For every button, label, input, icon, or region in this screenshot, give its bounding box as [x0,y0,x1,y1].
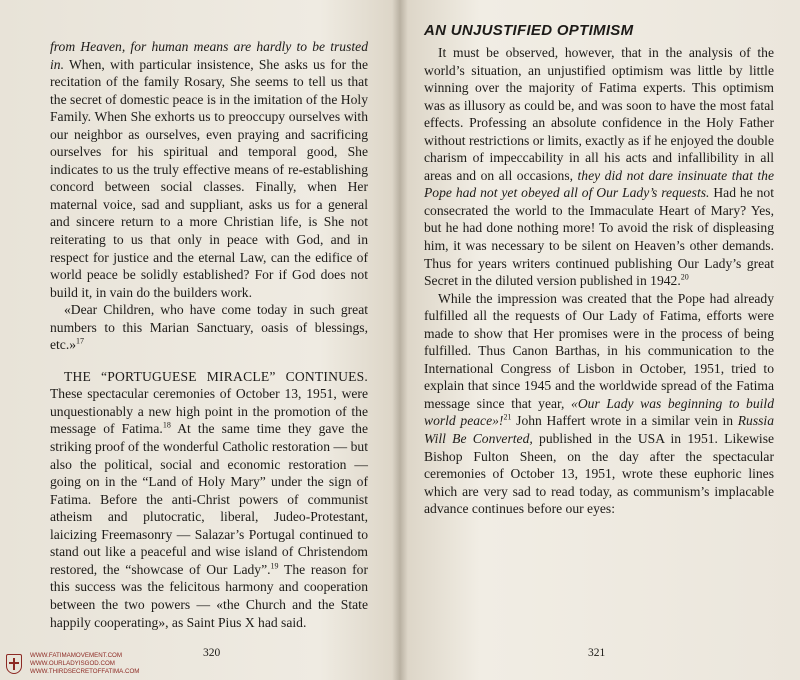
section-heading: AN UNJUSTIFIED OPTIMISM [424,22,634,39]
paragraph-text: These spectacular ceremonies of October 13, 1951, were unquestionably a new high point in the promotion of the message of Fatima. [50,386,368,437]
quote-text: «Dear Children, who have come today in such great numbers to this Marian Sanctuary, oasis of blessings, etc.» [50,302,368,353]
page-number-right: 321 [588,647,606,659]
paragraph-text: Had he not consecrated the world to the Immaculate Heart of Mary? Yes, but he had done nothing more! To avoid the risk of displeasing him, it was necessary to be silent on Heaven’s other demands. Thus for years writers continued publishing Our Lady’s great Secret in the diluted version published in 1942. [424,185,774,289]
paragraph-text: John Haffert wrote in a similar vein in [511,413,738,429]
footnote-ref-18: 18 [162,420,171,430]
right-page [402,0,800,680]
paragraph-text: published in the USA in 1951. Likewise Bishop Fulton Sheen, on the day after the spectacular ceremonies of October 13, 1951, wrote these euphoric lines which are very sad to read today, as communism’s implacable advance continues before our eyes: [424,431,775,517]
italic-lead: from Heaven, for human means are hardly to be trusted in. [50,39,368,72]
paragraph-text: When, with particular insistence, She asks us for the recitation of the family Rosary, She seems to tell us that the secret of domestic peace is in the imitation of the Holy Family. When She exhorts us to preoccupy ourselves with our neighbor as ourselves, even praying and sacrificing ourselves for his spiritual and temporal good, She indicates to us the truly effective means of re-establishing concord between social classes. Finally, when Her maternal voice, sad and suppliant, asks us for a general and sincere return to a more Christian life, is She not reiterating to us that only in peace with God, and in respect for justice and the eternal Law, can the edifice of world peace be solidly established? For if God does not build it, in vain do the builders work. [50,56,368,300]
left-paragraph-3 [50,368,368,631]
italic-emphasis: they did not dare insinuate that the Pope had not yet obeyed all of Our Lady’s requests. [424,167,774,201]
watermark-line-2: WWW.OURLADYISGOD.COM [30,660,115,667]
paragraph-text: While the impression was created that the Pope had already fulfilled all the requests of Our Lady of Fatima, efforts were made to show that Her promises were in the process of being fulfilled. Thus Canon Barthas, in his communication to the International Congress of Lisbon in October, 1951, tried to explain that since 1945 and the worldwide spread of the Fatima message since that year, [424,290,774,411]
paragraph-text: The reason for this success was the felicitous harmony and cooperation between the two powers — «the Church and the State happily cooperating», as Saint Pius X had said. [50,561,368,630]
left-paragraph-2 [50,301,368,354]
footnote-ref-19: 19 [270,561,279,571]
paragraph-text: It must be observed, however, that in the analysis of the world’s situation, an unjustified optimism was little by little winning over the majority of Fatima experts. This optimism was as illusory as could be, and was soon to have the most fatal effects. Professing an absolute confidence in the Holy Father without restrictions or limits, exactly as if he enjoyed the double charism of impeccability in all his acts and infallibility in all areas and on all occasions, [424,45,774,183]
italic-quote: «Our Lady was beginning to build world peace»! [424,395,774,429]
watermark-logo-icon [6,654,22,674]
left-paragraph-1 [50,38,368,301]
page-number-left: 320 [203,647,221,659]
left-page [0,0,398,680]
right-paragraph-1 [424,44,774,290]
right-page-text [424,44,774,518]
footnote-ref-17: 17 [76,336,85,346]
right-paragraph-2 [424,290,774,518]
watermark-line-1: WWW.FATIMAMOVEMENT.COM [30,652,122,659]
paragraph-text: At the same time they gave the striking proof of the wonderful Catholic restoration — but also the political, social and economic restoration — going on in the “Land of Holy Mary” under the sign of Fatima. Before the anti-Christ powers of communist atheism and plutocratic, liberal, Judeo-Protestant, laicizing Freemasonry — Salazar’s Portugal continued to stand out like a peaceful and wise island of Christendom restored, the “showcase of Our Lady”. [50,421,368,577]
watermark-line-3: WWW.THIRDSECRETOFFATIMA.COM [30,668,140,675]
footnote-ref-21: 21 [503,412,512,422]
section-run-in-heading: THE “PORTUGUESE MIRACLE” CONTINUES. [64,368,368,384]
italic-book-title: Russia Will Be Converted, [424,413,774,447]
footnote-ref-20: 20 [680,272,689,282]
left-page-text [50,38,368,631]
